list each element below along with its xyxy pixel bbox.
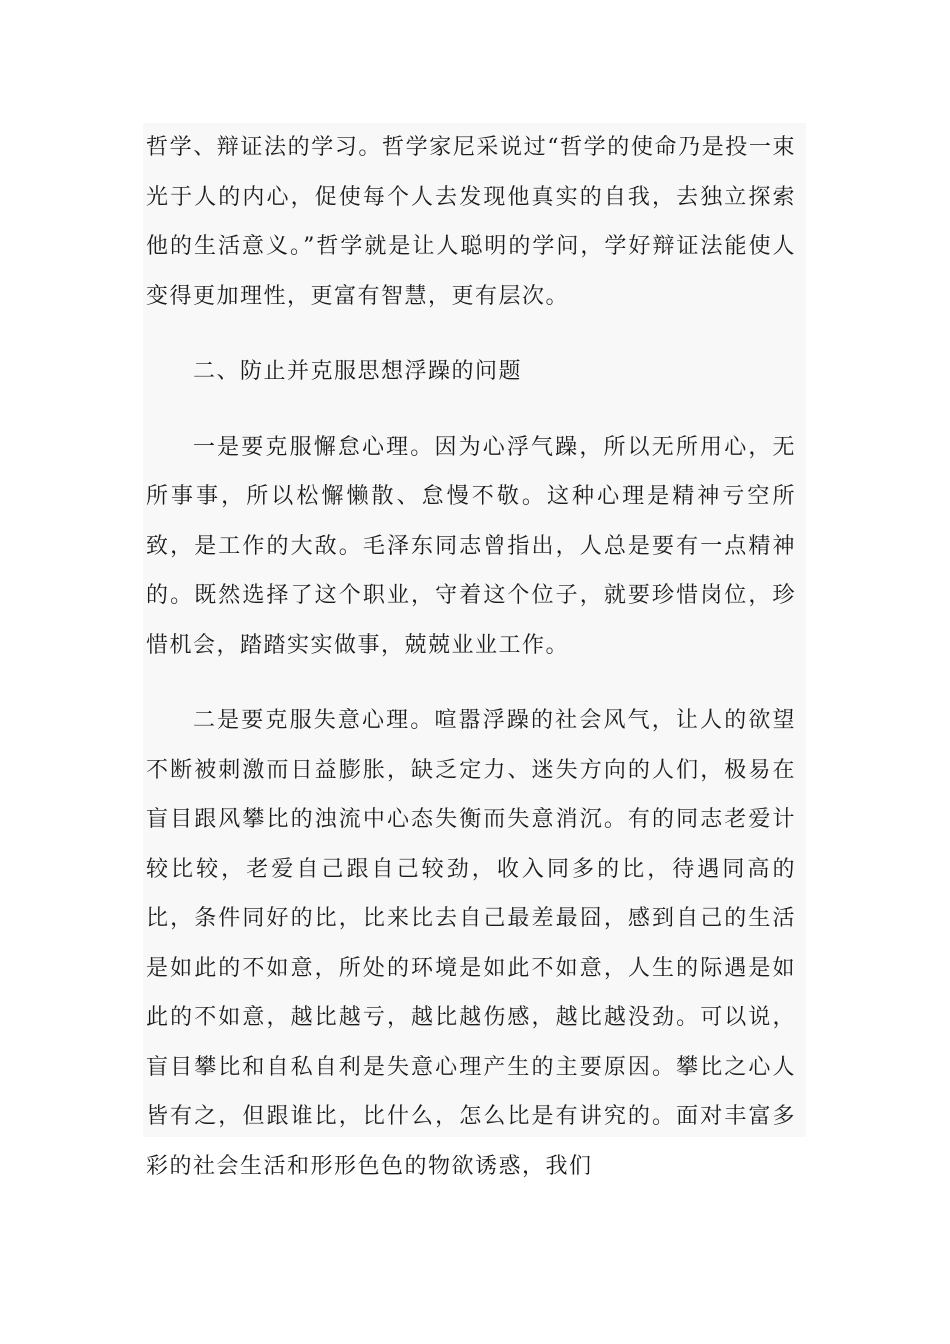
paragraph-overcome-frustration: 二是要克服失意心理。喧嚣浮躁的社会风气，让人的欲望不断被刺激而日益膨胀，缺乏定力、迷失方向的人们，极易在盲目跟风攀比的浊流中心态失衡而失意消沉。有的同志老爱计较比较，老爱自己跟自己较劲，收入同多的比，待遇同高的比，条件同好的比，比来比去自己最差最囧，感到自己的生活是如此的不如意，所处的环境是如此不如意，人生的际遇是如此的不如意，越比越亏，越比越伤感，越比越没劲。可以说，盲目攀比和自私自利是失意心理产生的主要原因。攀比之心人皆有之，但跟谁比，比什么，怎么比是有讲究的。面对丰富多彩的社会生活和形形色色的物欲诱惑，我们 [146, 708, 796, 1179]
paragraph-gap [146, 670, 796, 696]
document-body [146, 123, 796, 1191]
paragraph-gap [146, 397, 796, 423]
section-heading: 二、防止并克服思想浮躁的问题 [193, 359, 523, 384]
paragraph-philosophy: 哲学、辩证法的学习。哲学家尼采说过“哲学的使命乃是投一束光于人的内心，促使每个人去发现他真实的自我，去独立探索他的生活意义。”哲学就是让人聪明的学问，学好辩证法能使人变得更加理性，更富有智慧，更有层次。 [146, 135, 796, 309]
paragraph-gap [146, 321, 796, 347]
text-block [143, 123, 806, 1179]
paragraph-overcome-slackness: 一是要克服懈怠心理。因为心浮气躁，所以无所用心，无所事事，所以松懈懒散、怠慢不敬。这种心理是精神亏空所致，是工作的大敌。毛泽东同志曾指出，人总是要有一点精神的。既然选择了这个职业，守着这个位子，就要珍惜岗位，珍惜机会，踏踏实实做事，兢兢业业工作。 [146, 434, 796, 658]
